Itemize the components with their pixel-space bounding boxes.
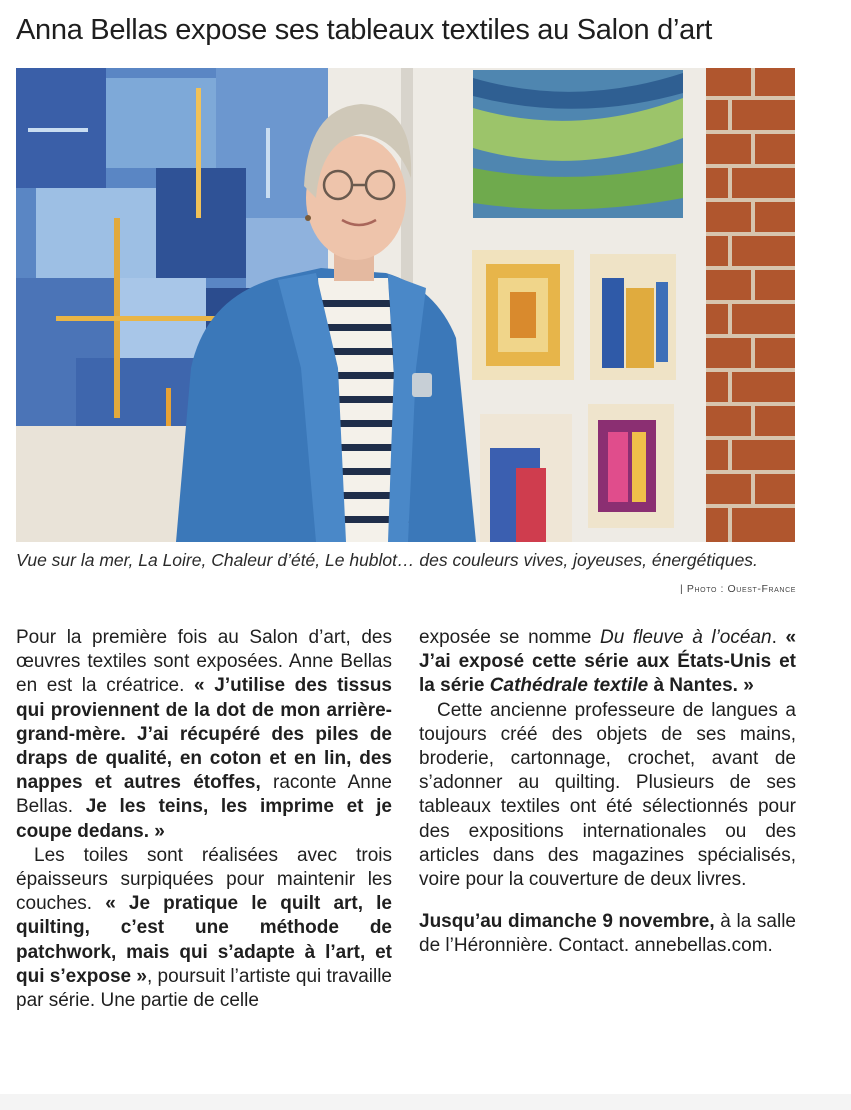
practical-info bbox=[419, 910, 796, 958]
article-photo bbox=[16, 68, 795, 542]
green-quilt-artwork bbox=[473, 70, 683, 218]
dates: Jusqu’au dimanche 9 novembre, bbox=[419, 911, 715, 933]
paragraph: Cette ancienne professeure de langues a toujours créé des objets de ses mains, broderie, cartonnage, crochet, avant de s’adonner au quilting. Plusieurs de ses tableaux textiles ont été sélectionnés pour des expositions internationales ou des articles dans des magazines spécialisés, voire pour la couverture de deux livres. bbox=[419, 699, 796, 891]
quote: « Je pratique le quilt art, le quilting, c’est une méthode de patchwork, mais qui s’adapte à l’art, et qui s’expose » bbox=[16, 893, 392, 987]
text-run: Pour la première fois au Salon d’art, des œuvres textiles sont exposées. Anne Bellas en est la créatrice. bbox=[16, 627, 392, 697]
text-run: , poursuit l’artiste qui travaille par série. Une partie de celle bbox=[16, 965, 392, 1012]
venue-contact: à la salle de l’Héronnière. Contact. annebellas.com. bbox=[419, 911, 796, 957]
paragraph bbox=[16, 626, 392, 844]
series-title: Du fleuve à l’océan bbox=[600, 627, 772, 648]
quote-run: « J’ai exposé cette série aux États-Unis et la série bbox=[419, 627, 797, 697]
text-run: . bbox=[771, 627, 786, 648]
small-quilt-2 bbox=[590, 254, 676, 380]
text-run: raconte Anne Bellas. bbox=[16, 772, 392, 818]
series-title: Cathédrale textile bbox=[489, 675, 649, 697]
brick-wall bbox=[706, 68, 795, 542]
photo-credit: | Photo : Ouest-France bbox=[680, 583, 796, 595]
article-column-right bbox=[419, 626, 796, 959]
text-run: Les toiles sont réalisées avec trois épaisseurs surpiquées pour maintenir les couches. bbox=[16, 844, 392, 915]
paragraph bbox=[16, 844, 392, 1013]
spacer bbox=[419, 892, 796, 910]
small-quilt-4 bbox=[588, 404, 674, 528]
quote-run: à Nantes. » bbox=[648, 675, 754, 697]
paragraph bbox=[419, 626, 796, 699]
page-footer-band bbox=[0, 1094, 851, 1110]
article-headline: Anna Bellas expose ses tableaux textiles au Salon d’art bbox=[16, 14, 713, 46]
small-quilt-1 bbox=[472, 250, 574, 380]
text-run: exposée se nomme bbox=[419, 627, 601, 648]
article-column-left bbox=[16, 626, 392, 1013]
small-quilt-3 bbox=[480, 414, 572, 542]
quote: « J’utilise des tissus qui proviennent de la dot de mon arrière-grand-mère. J’ai récupéré des piles de draps de qualité, en coton et en lin, des nappes et autres étoffes, bbox=[16, 675, 392, 794]
photo-caption: Vue sur la mer, La Loire, Chaleur d’été, Le hublot… des couleurs vives, joyeuses, énergétiques. bbox=[16, 550, 758, 570]
quote: Je les teins, les imprime et je coupe dedans. » bbox=[16, 796, 392, 842]
